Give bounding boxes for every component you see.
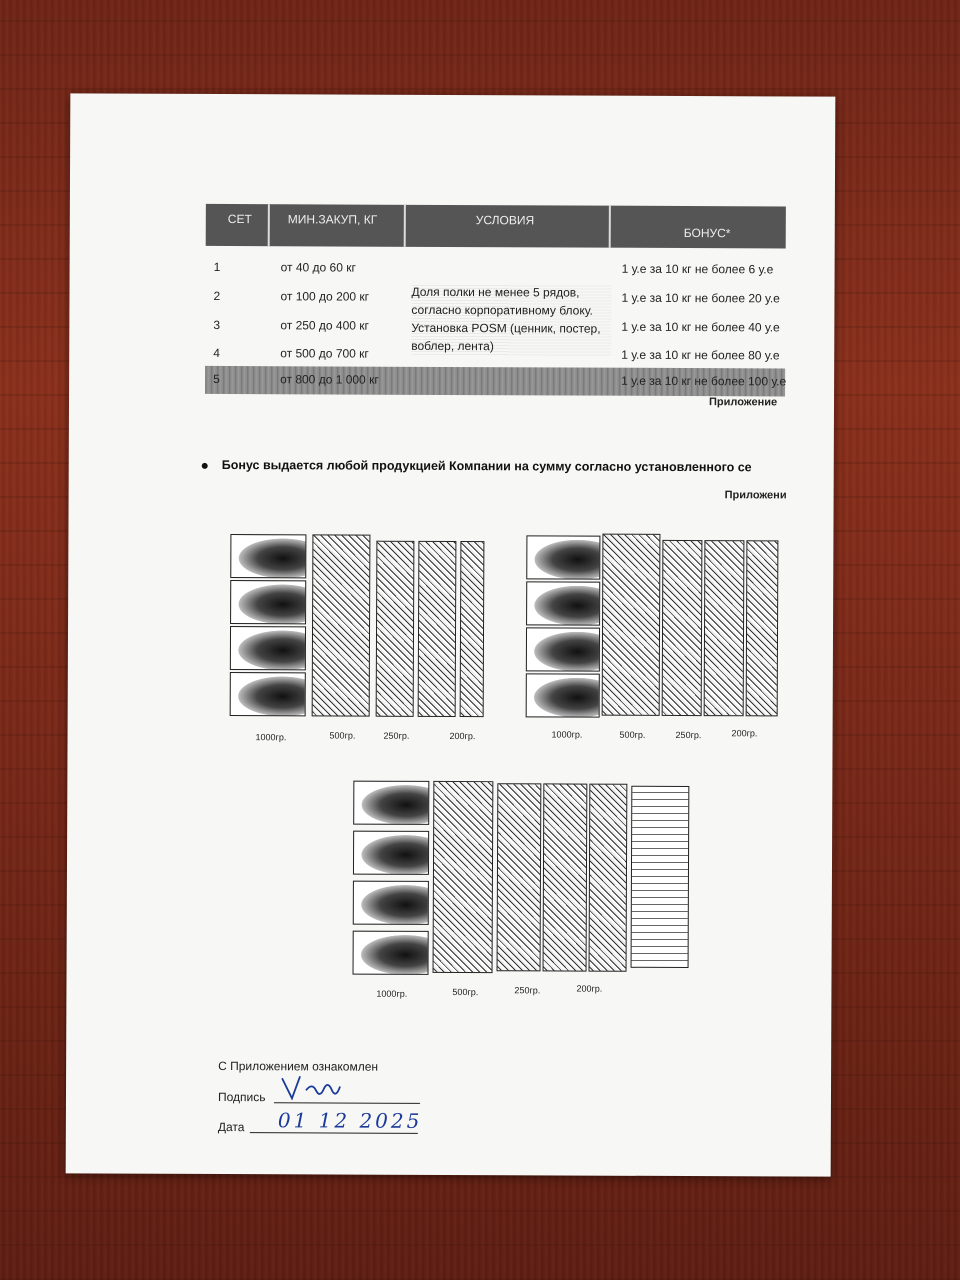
product-column — [631, 786, 690, 968]
size-label: 250гр. — [675, 729, 702, 741]
size-label: 250гр. — [383, 730, 410, 741]
product-column — [746, 540, 779, 716]
product-pack — [526, 673, 600, 717]
size-label: 200гр. — [731, 728, 758, 739]
product-pack — [353, 781, 429, 825]
conditions-cell: Доля полки не менее 5 рядов, согласно корпоративному блоку. Установка POSM (ценник, постер, воблер, лента) — [411, 283, 611, 356]
product-column — [312, 534, 371, 716]
signature-label: Подпись — [217, 1089, 266, 1105]
header-conditions: УСЛОВИЯ — [475, 213, 535, 228]
size-label: 250гр. — [514, 985, 541, 996]
product-column — [589, 784, 628, 972]
product-pack — [526, 581, 600, 625]
product-column — [433, 781, 494, 973]
signature-mark — [278, 1072, 348, 1104]
table-row: 5 от 800 до 1 000 кг 1 у.е за 10 кг не более 100 у.е — [205, 366, 785, 397]
bonus-note: Бонус выдается любой продукцией Компании на сумму согласно установленного се — [202, 458, 752, 474]
appendix-label-2: Приложени — [724, 489, 787, 502]
planogram-b — [526, 533, 777, 744]
product-column — [376, 541, 415, 717]
header-purchase: МИН.ЗАКУП, КГ — [287, 212, 378, 227]
appendix-label: Приложение — [708, 396, 778, 409]
product-pack — [353, 881, 429, 925]
product-column — [602, 534, 661, 716]
size-label: 200гр. — [576, 983, 603, 994]
product-pack — [230, 672, 306, 716]
document-page — [66, 93, 836, 1176]
bullet-icon — [202, 463, 208, 469]
product-pack — [230, 534, 306, 578]
product-column — [704, 540, 745, 716]
product-column — [543, 783, 588, 971]
product-pack — [526, 627, 600, 671]
product-pack — [230, 626, 306, 670]
size-label: 1000гр. — [376, 988, 408, 999]
handwritten-date: 01 12 2025 — [277, 1108, 423, 1133]
table-row: 2 от 100 до 200 кг 1 у.е за 10 кг не более 20 у.е — [213, 288, 780, 306]
planogram-a — [230, 534, 481, 745]
header-set: СЕТ — [227, 212, 252, 227]
date-label: Дата — [217, 1119, 245, 1135]
size-label: 1000гр. — [551, 729, 583, 740]
size-label: 500гр. — [329, 730, 356, 741]
product-pack — [526, 535, 600, 579]
header-bonus: БОНУС* — [683, 226, 731, 241]
product-pack — [230, 580, 306, 624]
size-label: 200гр. — [449, 730, 476, 742]
table-row: 1 от 40 до 60 кг 1 у.е за 10 кг не более 6 у.е — [213, 259, 774, 277]
acknowledged-text: С Приложением ознакомлен — [218, 1058, 379, 1074]
table-row: 4 от 500 до 700 кг 1 у.е за 10 кг не более 80 у.е — [213, 345, 780, 363]
table-row: 3 от 250 до 400 кг 1 у.е за 10 кг не более 40 у.е — [213, 317, 780, 335]
size-label: 1000гр. — [255, 732, 287, 743]
product-column — [497, 783, 542, 971]
size-label: 500гр. — [452, 987, 479, 998]
product-column — [662, 540, 703, 716]
table-header — [206, 204, 786, 249]
product-column — [418, 541, 457, 717]
size-label: 500гр. — [619, 729, 646, 740]
product-column — [460, 541, 485, 717]
product-pack — [353, 931, 429, 975]
planogram-c — [352, 781, 713, 1003]
product-pack — [353, 831, 429, 875]
